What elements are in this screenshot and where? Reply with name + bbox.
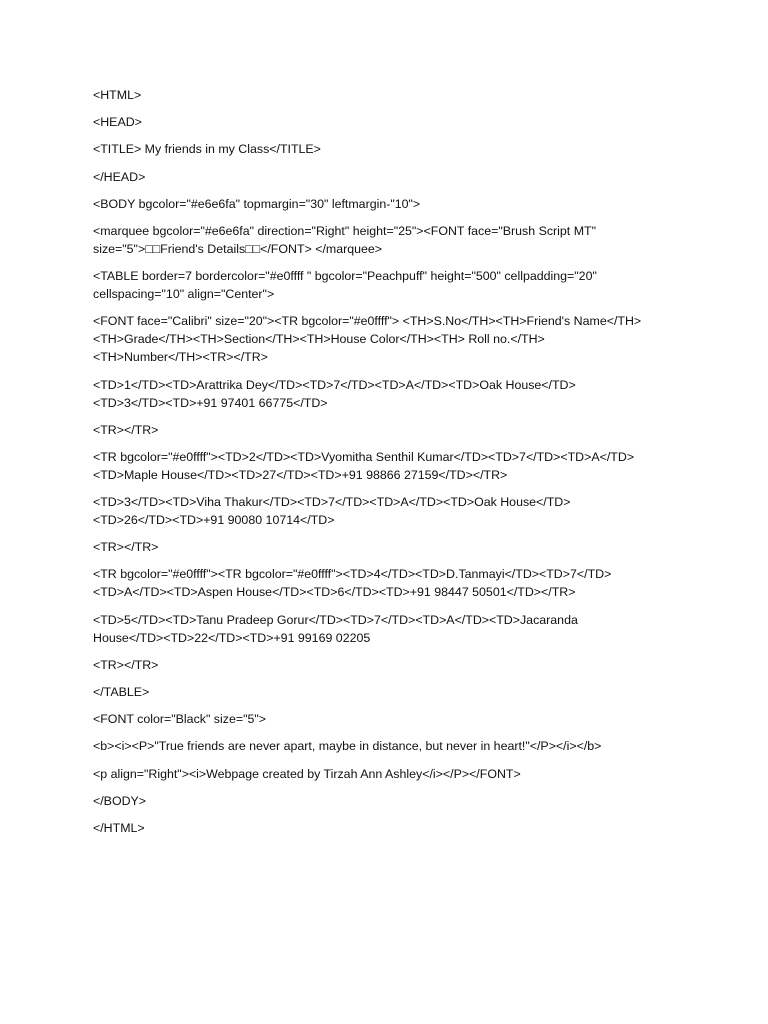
line-quote: <b><i><P>"True friends are never apart, maybe in distance, but never in heart!"</P></i></b> [93, 739, 602, 754]
line-table-open: <TABLE border=7 bordercolor="#e0ffff " bgcolor="Peachpuff" height="500" cellpadding="20" cellspacing="10" align="Center"> [93, 269, 601, 302]
line-marquee: <marquee bgcolor="#e6e6fa" direction="Right" height="25"><FONT face="Brush Script MT" size="5">□□Friend's Details□□</FONT> </marquee> [93, 223, 600, 256]
line-row-1: <TD>1</TD><TD>Arattrika Dey</TD><TD>7</TD><TD>A</TD><TD>Oak House</TD><TD>3</TD><TD>+91 97401 66775</TD> [93, 377, 576, 410]
line-html-open: <HTML> [93, 88, 142, 102]
line-font-open: <FONT color="Black" size="5"> [93, 712, 267, 727]
line-empty-row-3: <TR></TR> [93, 657, 159, 672]
line-row-3: <TD>3</TD><TD>Viha Thakur</TD><TD>7</TD><TD>A</TD><TD>Oak House</TD><TD>26</TD><TD>+91 90080 10714</TD> [93, 495, 571, 528]
line-empty-row-2: <TR></TR> [93, 540, 159, 555]
line-empty-row-1: <TR></TR> [93, 422, 159, 437]
line-row-2: <TR bgcolor="#e0ffff"><TD>2</TD><TD>Vyomitha Senthil Kumar</TD><TD>7</TD><TD>A</TD><TD>Maple House</TD><TD>27</TD><TD>+91 98866 27159</TD></TR> [93, 449, 635, 482]
line-title: <TITLE> My friends in my Class</TITLE> [93, 142, 321, 157]
line-body-open: <BODY bgcolor="#e6e6fa" topmargin="30" leftmargin-"10"> [93, 196, 421, 211]
line-table-header: <FONT face="Calibri" size="20"><TR bgcolor="#e0ffff"> <TH>S.No</TH><TH>Friend's Name</TH><TH>Grade</TH><TH>Section</TH><TH>House Color</TH><TH> Roll no.</TH><TH>Number</TH><TR></TR> [93, 314, 642, 365]
line-credit: <p align="Right"><i>Webpage created by Tirzah Ann Ashley</i></P></FONT> [93, 766, 521, 781]
line-table-close: </TABLE> [93, 685, 150, 699]
line-body-close: </BODY> [93, 793, 147, 808]
line-row-4: <TR bgcolor="#e0ffff"><TR bgcolor="#e0ffff"><TD>4</TD><TD>D.Tanmayi</TD><TD>7</TD><TD>A</TD><TD>Aspen House</TD><TD>6</TD><TD>+91 98447 50501</TD></TR> [93, 567, 612, 600]
line-row-5: <TD>5</TD><TD>Tanu Pradeep Gorur</TD><TD>7</TD><TD>A</TD><TD>Jacaranda House</TD><TD>22</TD><TD>+91 99169 02205 [93, 612, 582, 645]
line-html-close: </HTML> [93, 820, 145, 835]
line-head-open: <HEAD> [93, 115, 142, 130]
line-head-close: </HEAD> [93, 169, 146, 184]
